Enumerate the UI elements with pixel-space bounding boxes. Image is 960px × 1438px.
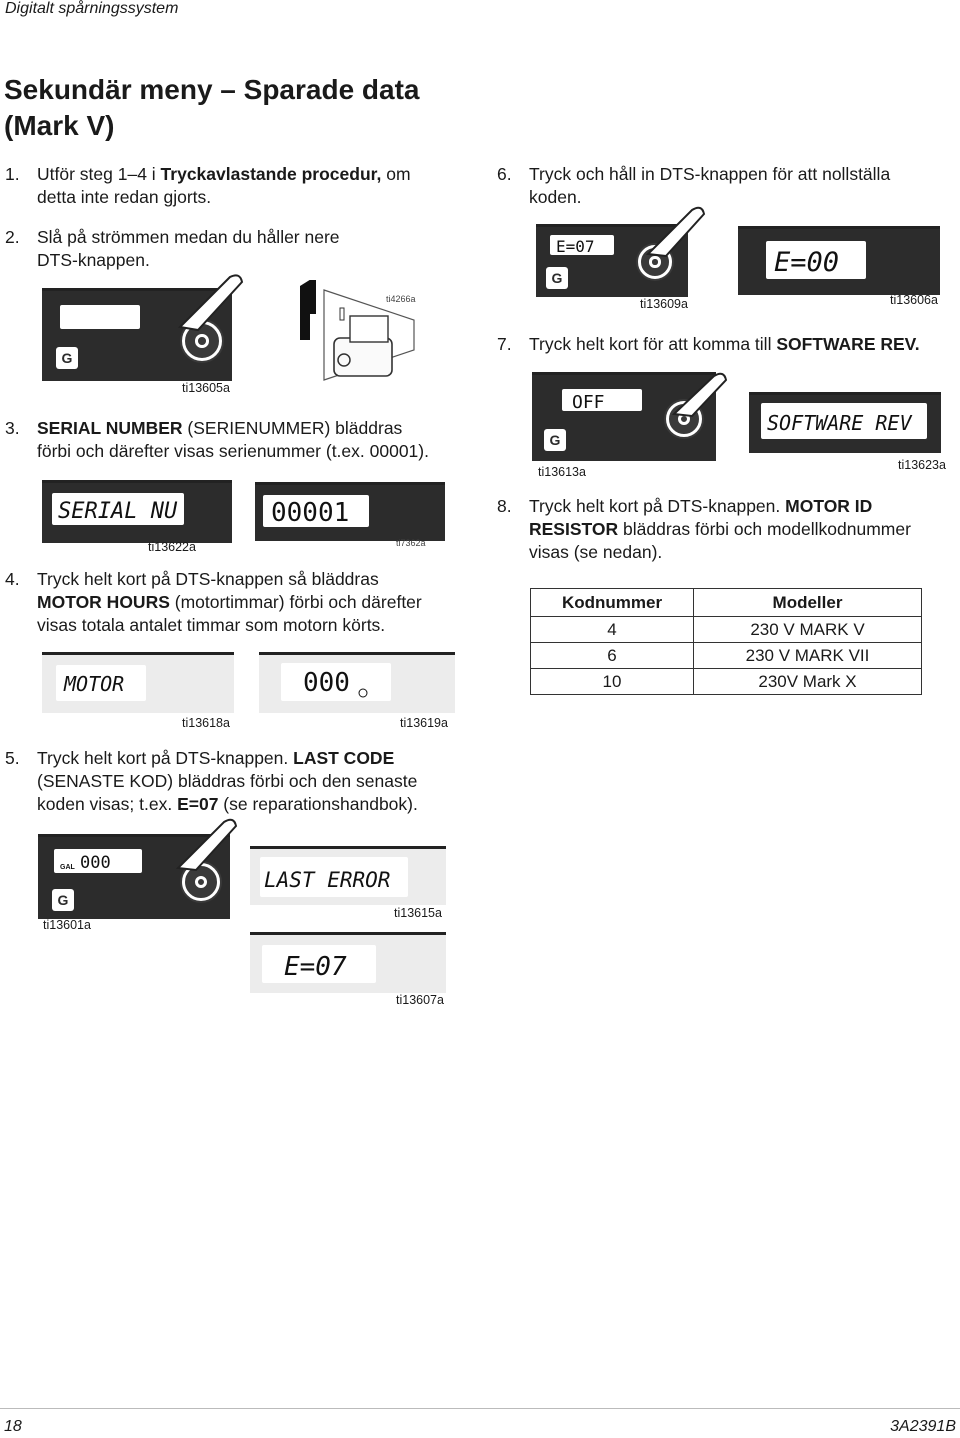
lcd-text: 000 bbox=[303, 668, 350, 698]
figure-caption: ti13609a bbox=[640, 297, 688, 311]
lcd-panel-code bbox=[250, 932, 446, 993]
lcd-serial-number bbox=[263, 495, 369, 527]
finger-icon bbox=[668, 372, 728, 418]
footer-divider bbox=[0, 1408, 960, 1409]
figure-caption: ti13607a bbox=[396, 993, 444, 1007]
graco-logo-icon: G bbox=[56, 347, 78, 369]
figure-caption: ti13618a bbox=[182, 716, 230, 730]
figure-caption: ti13606a bbox=[890, 293, 938, 307]
step-4: 4. Tryck helt kort på DTS-knappen så bläddras MOTOR HOURS (motortimmar) förbi och därefter visas totala antalet timmar som motorn körts. bbox=[5, 569, 422, 635]
step-8: 8. Tryck helt kort på DTS-knappen. MOTOR ID RESISTOR bläddras förbi och modellkodnummer visas (se nedan). bbox=[497, 496, 911, 562]
lcd-text: 000 bbox=[80, 853, 111, 873]
lcd-panel-hours bbox=[259, 652, 455, 713]
lcd-code-small bbox=[550, 235, 614, 255]
lcd-text: SERIAL NU bbox=[58, 499, 178, 524]
lcd-panel-reset bbox=[738, 226, 940, 295]
figure-caption: ti13601a bbox=[43, 918, 91, 932]
table-cell: 6 bbox=[531, 643, 694, 669]
figure-caption: ti13605a bbox=[182, 381, 230, 395]
table-cell: 10 bbox=[531, 669, 694, 695]
step-1: 1. Utför steg 1–4 i Tryckavlastande procedur, om detta inte redan gjorts. bbox=[5, 164, 411, 207]
lcd-blank bbox=[60, 305, 140, 329]
lcd-off bbox=[562, 389, 642, 411]
clock-icon bbox=[359, 689, 367, 697]
lcd-text: OFF bbox=[572, 392, 605, 411]
graco-logo-icon: G bbox=[546, 267, 568, 289]
figure-caption: ti13613a bbox=[538, 465, 586, 479]
lcd-gal bbox=[54, 849, 142, 873]
table-row bbox=[531, 669, 922, 695]
lcd-reset bbox=[766, 241, 866, 279]
finger-icon bbox=[170, 272, 250, 332]
lcd-text: E=07 bbox=[556, 237, 595, 255]
step-2: 2. Slå på strömmen medan du håller nere DTS-knappen. bbox=[5, 227, 340, 270]
finger-icon bbox=[640, 206, 710, 258]
lcd-last-error bbox=[260, 857, 408, 897]
figure-caption: ti13619a bbox=[400, 716, 448, 730]
page-title bbox=[4, 72, 420, 144]
lcd-serial bbox=[52, 493, 184, 525]
lcd-text: SOFTWARE REV bbox=[767, 411, 912, 435]
lcd-text: E=00 bbox=[774, 247, 840, 278]
table-cell: 230 V MARK V bbox=[694, 617, 922, 643]
table-row bbox=[531, 617, 922, 643]
title-line-1: Sekundär meny – Sparade data bbox=[4, 74, 420, 105]
lcd-hours bbox=[281, 663, 391, 701]
model-code-table bbox=[530, 588, 922, 695]
lcd-text: MOTOR bbox=[64, 672, 125, 696]
step-7: 7. Tryck helt kort för att komma till SOFTWARE REV. bbox=[497, 334, 920, 354]
lcd-code bbox=[262, 945, 376, 983]
lcd-motor bbox=[56, 665, 146, 701]
figure-caption: ti13623a bbox=[898, 458, 946, 472]
table-cell: 230V Mark X bbox=[694, 669, 922, 695]
page-number: 18 bbox=[4, 1418, 22, 1435]
section-header: Digitalt spårningssystem bbox=[5, 0, 179, 17]
title-line-2: (Mark V) bbox=[4, 110, 115, 141]
graco-logo-icon: G bbox=[52, 889, 74, 911]
lcd-software bbox=[761, 403, 927, 439]
figure-caption: ti7362a bbox=[396, 538, 426, 548]
table-header-row bbox=[531, 589, 922, 617]
gal-label: GAL bbox=[60, 864, 75, 871]
document-number: 3A2391B bbox=[890, 1418, 956, 1435]
lcd-panel-last-error bbox=[250, 846, 446, 905]
finger-icon bbox=[170, 818, 240, 872]
step-6: 6. Tryck och håll in DTS-knappen för att nollställa koden. bbox=[497, 164, 891, 207]
lcd-text: E=07 bbox=[284, 952, 347, 982]
table-header: Kodnummer bbox=[531, 589, 694, 617]
table-row bbox=[531, 643, 922, 669]
graco-logo-icon: G bbox=[544, 429, 566, 451]
figure-caption: ti4266a bbox=[386, 294, 416, 304]
table-header: Modeller bbox=[694, 589, 922, 617]
table-cell: 4 bbox=[531, 617, 694, 643]
figure-caption: ti13622a bbox=[148, 540, 196, 554]
step-3: 3. SERIAL NUMBER (SERIENUMMER) bläddras förbi och därefter visas serienummer (t.ex. 00001). bbox=[5, 418, 429, 461]
figure-caption: ti13615a bbox=[394, 906, 442, 920]
table-cell: 230 V MARK VII bbox=[694, 643, 922, 669]
lcd-panel-software bbox=[749, 392, 941, 453]
lcd-panel-serial bbox=[42, 480, 232, 543]
lcd-panel-motor bbox=[42, 652, 234, 713]
lcd-text: LAST ERROR bbox=[264, 868, 391, 892]
lcd-text: 00001 bbox=[271, 498, 350, 527]
lcd-panel-serial-number bbox=[255, 482, 445, 541]
step-5: 5. Tryck helt kort på DTS-knappen. LAST CODE (SENASTE KOD) bläddras förbi och den senaste koden visas; t.ex. E=07 (se reparationshandbok). bbox=[5, 748, 418, 814]
